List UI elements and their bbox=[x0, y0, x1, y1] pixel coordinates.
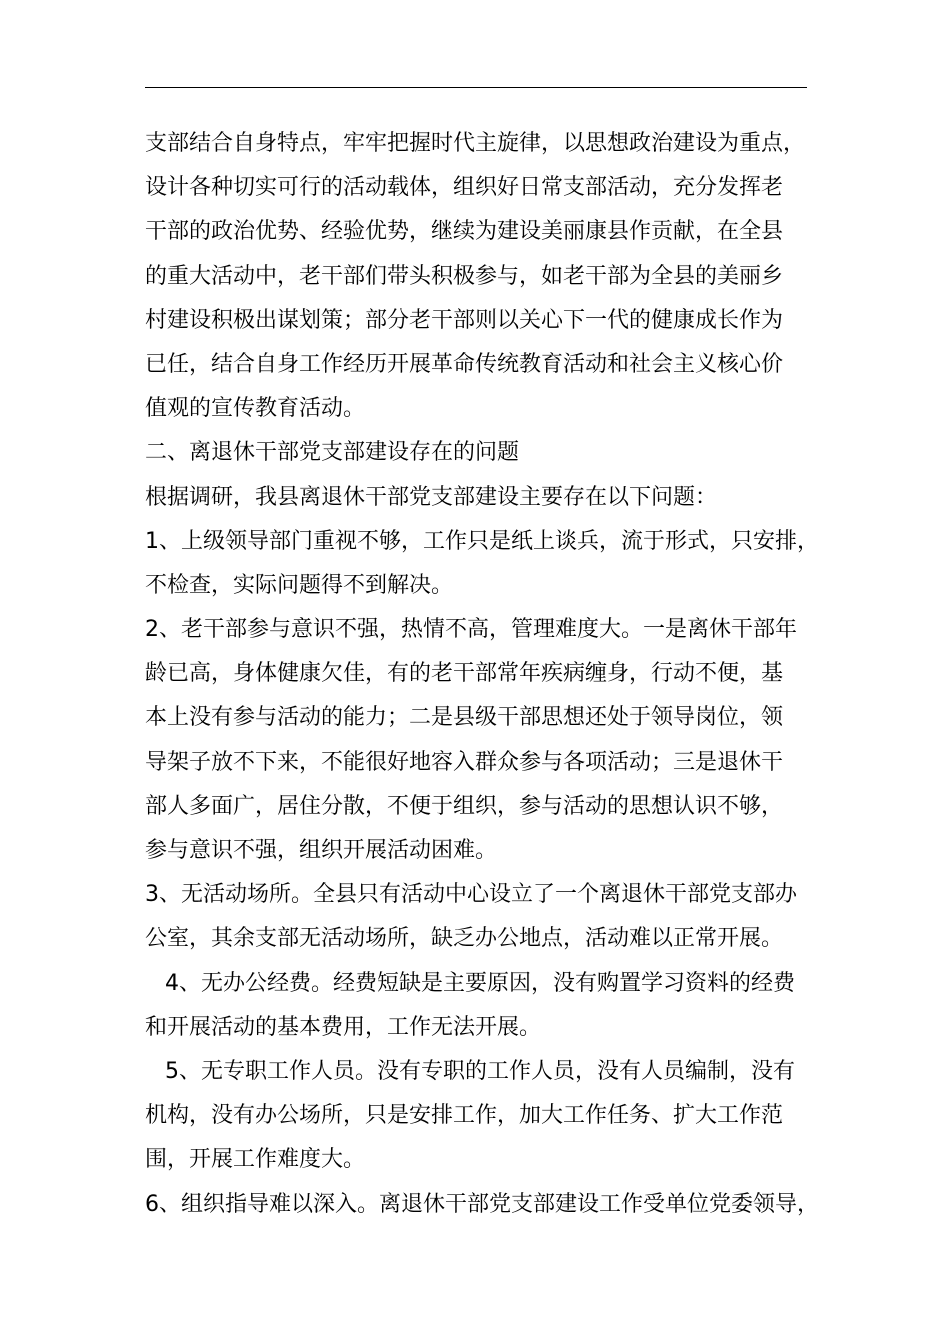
text-line: 干部的政治优势、经验优势，继续为建设美丽康县作贡献，在全县 bbox=[145, 219, 784, 245]
text-line: 部人多面广，居住分散，不便于组织，参与活动的思想认识不够， bbox=[145, 793, 784, 819]
text-line: 围，开展工作难度大。 bbox=[145, 1147, 366, 1173]
text-line: 参与意识不强，组织开展活动困难。 bbox=[145, 838, 498, 863]
text-line: 值观的宣传教育活动。 bbox=[145, 396, 366, 422]
text-line: 本上没有参与活动的能力；二是县级干部思想还处于领导岗位，领 bbox=[145, 705, 784, 731]
text-line: 导架子放不下来，不能很好地容入群众参与各项活动；三是退休干 bbox=[145, 749, 784, 775]
list-item: 5、无专职工作人员。没有专职的工作人员，没有人员编制，没有 bbox=[165, 1058, 795, 1084]
text-line: 设计各种切实可行的活动载体，组织好日常支部活动，充分发挥老 bbox=[145, 175, 784, 201]
text-line: 的重大活动中，老干部们带头积极参与，如老干部为全县的美丽乡 bbox=[145, 263, 784, 289]
list-item: 3、无活动场所。全县只有活动中心设立了一个离退休干部党支部办 bbox=[145, 882, 797, 908]
text-line: 机构，没有办公场所，只是安排工作，加大工作任务、扩大工作范 bbox=[145, 1103, 784, 1129]
list-item: 1、上级领导部门重视不够，工作只是纸上谈兵，流于形式，只安排， bbox=[145, 528, 819, 554]
text-line: 村建设积极出谋划策；部分老干部则以关心下一代的健康成长作为 bbox=[145, 307, 784, 333]
list-item: 4、无办公经费。经费短缺是主要原因，没有购置学习资料的经费 bbox=[165, 970, 795, 996]
text-line: 和开展活动的基本费用，工作无法开展。 bbox=[145, 1014, 542, 1040]
body-text bbox=[145, 122, 835, 1227]
text-line: 不检查，实际问题得不到解决。 bbox=[145, 572, 454, 598]
text-line: 支部结合自身特点，牢牢把握时代主旋律，以思想政治建设为重点， bbox=[145, 131, 806, 156]
text-line: 龄已高，身体健康欠佳，有的老干部常年疾病缠身，行动不便，基 bbox=[145, 661, 784, 687]
text-line: 公室，其余支部无活动场所，缺乏办公地点，活动难以正常开展。 bbox=[145, 926, 784, 952]
header-rule bbox=[145, 87, 807, 88]
list-item: 2、老干部参与意识不强，热情不高，管理难度大。一是离休干部年 bbox=[145, 617, 797, 643]
list-item: 6、组织指导难以深入。离退休干部党支部建设工作受单位党委领导， bbox=[145, 1191, 819, 1217]
section-heading: 二、离退休干部党支部建设存在的问题 bbox=[145, 440, 520, 466]
text-line: 根据调研，我县离退休干部党支部建设主要存在以下问题： bbox=[145, 484, 718, 510]
text-line: 已任，结合自身工作经历开展革命传统教育活动和社会主义核心价 bbox=[145, 351, 784, 377]
